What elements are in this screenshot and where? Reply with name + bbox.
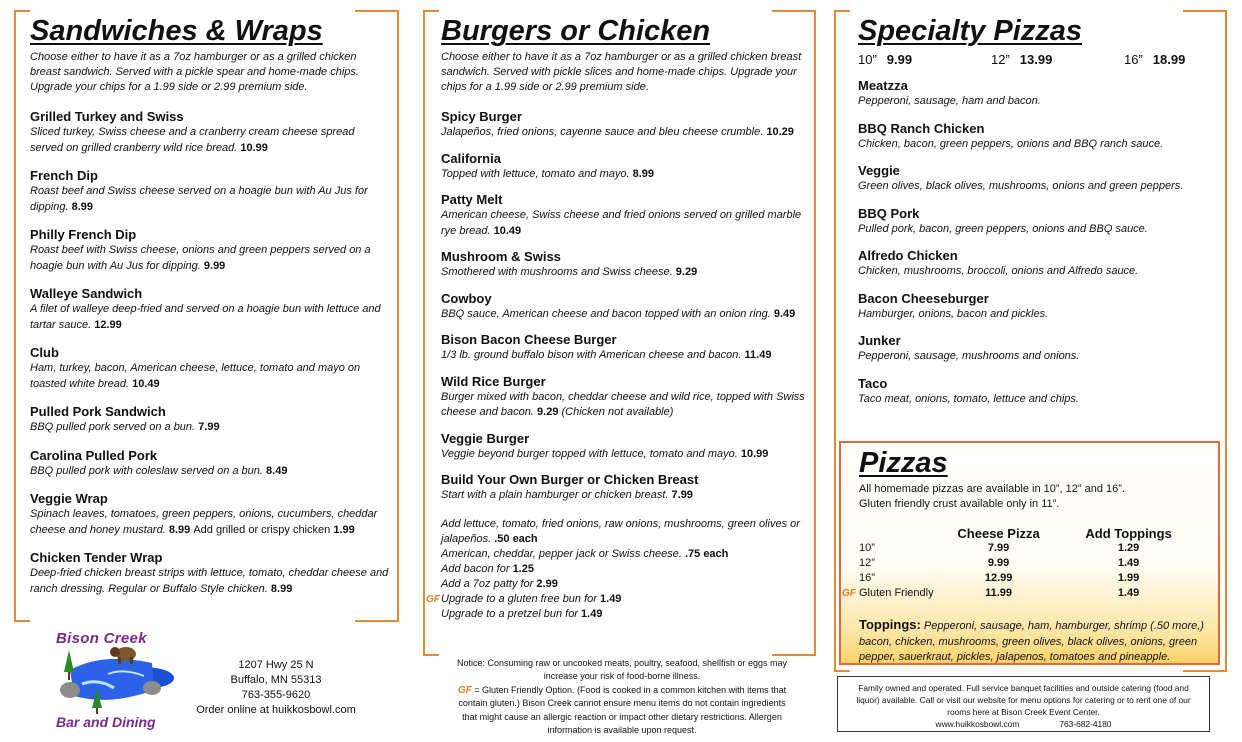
item-description: [858, 94, 1208, 110]
notice-gf-text: = Gluten Friendly Option. (Food is cooked in a common kitchen with items that contain gluten.) Bison Creek cannot ensure menu items do not contain ingredients that might cause an allergic reaction or impact other dietary restrictions. Allergen information is available upon request.: [458, 684, 787, 736]
item-description: [858, 137, 1208, 153]
item-description: [30, 302, 390, 333]
item-desc-text: Green olives, black olives, mushrooms, onions and green peppers.: [858, 180, 1184, 192]
addon-text: Upgrade to a pretzel bun for: [441, 607, 578, 620]
section-intro: Choose either to have it as a 7oz hamburger or as a grilled chicken breast sandwich. Served with pickle slices and home-made chips. Upgrade your chips for a 1.99 side or 2.99 premium side.: [441, 51, 802, 93]
item-desc-text: Roast beef with Swiss cheese, onions and green peppers served on a hoagie bun with Au Jus for dipping.: [30, 244, 371, 272]
item-description: [30, 566, 390, 597]
item-description: [441, 348, 806, 364]
bison-creek-logo: [52, 630, 177, 734]
size-price: [1124, 52, 1185, 68]
pizzas-gf-note: Gluten friendly crust available only in 11”.: [859, 498, 1060, 510]
notice-raw-food: Notice: Consuming raw or uncooked meats, poultry, seafood, shellfish or eggs may increase your risk of food-borne illness.: [457, 658, 787, 682]
size-price-value: 9.99: [886, 52, 913, 67]
item-name: Grilled Turkey and Swiss: [30, 109, 184, 124]
menu-item: [441, 472, 806, 504]
menu-item: [30, 550, 390, 597]
menu-item: [30, 491, 390, 538]
restaurant-address: [193, 658, 359, 718]
pizza-size: 12”: [859, 557, 875, 569]
size-price-value: 13.99: [1019, 52, 1053, 67]
item-extra: Add grilled or crispy chicken: [193, 523, 331, 536]
addons-list: [426, 517, 806, 622]
item-price: 10.99: [740, 447, 769, 460]
cheese-pizza-header: Cheese Pizza: [957, 526, 1040, 541]
item-name: Taco: [858, 375, 888, 391]
menu-item: [30, 345, 390, 392]
catering-text: Family owned and operated. Full service banquet facilities and outside catering (food and liquor) available. Call or visit our website for menu options for catering or to rent one of our rooms here at Bison Creek Event Center.: [856, 683, 1191, 717]
item-price: 8.49: [266, 464, 288, 477]
item-name: Veggie: [858, 163, 900, 178]
item-name: Cowboy: [441, 290, 492, 306]
menu-item: [858, 121, 1208, 153]
burgers-chicken-section: [426, 15, 806, 622]
addon-text: American, cheddar, pepper jack or Swiss cheese.: [441, 547, 682, 560]
addon-price: .75 each: [684, 547, 729, 560]
item-desc-text: Roast beef and Swiss cheese served on a hoagie bun with Au Jus for dipping.: [30, 185, 368, 213]
pizza-size-cell: [859, 556, 934, 571]
item-desc-text: BBQ pulled pork with coleslaw served on a bun.: [30, 464, 263, 477]
item-price: 11.49: [744, 349, 772, 361]
address-city: Buffalo, MN 55313: [230, 674, 322, 686]
menu-item: [858, 78, 1208, 110]
item-description: [441, 265, 806, 281]
addon-text: Add a 7oz patty for: [441, 577, 534, 590]
addon-text: Add lettuce, tomato, fried onions, raw onions, mushrooms, green olives or jalapeños.: [441, 517, 800, 545]
addon-price: 1.49: [600, 592, 622, 605]
menu-item: [441, 151, 806, 183]
item-description: [441, 447, 806, 463]
addon-line: [441, 577, 806, 592]
item-desc-text: Chicken, mushrooms, broccoli, onions and Alfredo sauce.: [858, 265, 1139, 277]
pizzas-size-note: All homemade pizzas are available in 10”, 12” and 16”.: [859, 483, 1125, 495]
item-desc-text: A filet of walleye deep-fried and served on a hoagie bun with lettuce and tartar sauce.: [30, 303, 381, 331]
item-desc-text: Pulled pork, bacon, green peppers, onions and BBQ sauce.: [858, 222, 1148, 235]
topping-price: 1.49: [1117, 557, 1140, 569]
item-extra-price: 1.99: [333, 523, 355, 536]
item-price: 9.29: [675, 266, 698, 278]
addon-line: [441, 517, 806, 547]
item-desc-text: BBQ pulled pork served on a bun.: [30, 421, 196, 433]
toppings-label: Toppings:: [859, 617, 921, 632]
item-name: Patty Melt: [441, 192, 503, 207]
menu-item: [441, 109, 806, 141]
item-name: BBQ Ranch Chicken: [858, 120, 985, 136]
size-price-value: 18.99: [1152, 52, 1186, 67]
item-name: BBQ Pork: [858, 205, 920, 221]
item-description: [441, 488, 806, 504]
item-description: [30, 125, 390, 156]
size-label: 10”: [858, 52, 877, 67]
item-name: Pulled Pork Sandwich: [30, 404, 166, 419]
menu-item: [858, 376, 1208, 408]
item-name: Meatzza: [858, 78, 908, 93]
event-phone: 763-682-4180: [1059, 719, 1112, 729]
topping-price: 1.99: [1117, 572, 1140, 584]
item-desc-text: Veggie beyond burger topped with lettuce, tomato and mayo.: [441, 447, 738, 460]
item-extra: (Chicken not available): [561, 406, 674, 418]
item-price: 10.29: [766, 126, 794, 138]
cheese-price: 7.99: [987, 542, 1010, 554]
item-name: Walleye Sandwich: [30, 286, 143, 301]
pizzas-box: [839, 441, 1220, 665]
section-intro: Choose either to have it as a 7oz hamburger or as a grilled chicken breast sandwich. Served with a pickle spear and home-made chips. Upgrade your chips for a 1.99 side or 2.99 premium side.: [30, 51, 359, 93]
item-desc-text: Start with a plain hamburger or chicken breast.: [441, 489, 669, 501]
item-name: French Dip: [30, 168, 98, 183]
menu-item: [441, 291, 806, 323]
logo-subtitle: Bar and Dining: [56, 714, 156, 730]
item-desc-text: Taco meat, onions, tomato, lettuce and chips.: [858, 392, 1079, 405]
item-description: [858, 222, 1208, 238]
item-name: Carolina Pulled Pork: [30, 447, 158, 463]
item-price: 9.49: [773, 307, 796, 320]
item-name: California: [441, 150, 501, 166]
addon-line: [441, 607, 806, 622]
item-price: 10.99: [240, 141, 268, 154]
item-description: [30, 420, 390, 436]
item-desc-text: Deep-fried chicken breast strips with lettuce, tomato, cheddar cheese and ranch dressing. Regular or Buffalo Style chicken.: [30, 567, 389, 595]
item-desc-text: Burger mixed with bacon, cheddar cheese and wild rice, topped with Swiss cheese and bacon.: [441, 390, 805, 418]
menu-item: [30, 227, 390, 274]
sandwiches-wraps-section: [30, 16, 390, 597]
pizza-price-row: [859, 571, 1194, 586]
logo-name: Bison Creek: [56, 630, 147, 647]
add-toppings-header: Add Toppings: [1085, 526, 1172, 541]
item-price: 9.29: [537, 406, 559, 418]
item-description: [441, 208, 806, 239]
section-title: Burgers or Chicken: [441, 15, 711, 47]
col2-frame-left: [423, 10, 439, 656]
menu-item: [858, 291, 1208, 323]
address-phone: 763-355-9620: [241, 689, 311, 701]
item-desc-text: Smothered with mushrooms and Swiss cheese.: [441, 266, 673, 278]
item-desc-text: Hamburger, onions, bacon and pickles.: [858, 307, 1049, 320]
website-link[interactable]: www.huikkosbowl.com: [935, 719, 1020, 729]
item-name: Mushroom & Swiss: [441, 249, 561, 264]
item-name: Veggie Burger: [441, 430, 530, 446]
addon-text: Upgrade to a gluten free bun for: [441, 592, 597, 605]
size-label: 16”: [1124, 52, 1143, 67]
item-description: [30, 243, 390, 274]
item-price: 8.99: [270, 582, 293, 595]
menu-item: [441, 332, 806, 364]
menu-item: [858, 206, 1208, 238]
cheese-price: 12.99: [984, 572, 1013, 584]
section-title: Sandwiches & Wraps: [30, 15, 323, 47]
menu-items-list: [858, 78, 1208, 407]
item-desc-text: Topped with lettuce, tomato and mayo.: [441, 167, 630, 180]
menu-item: [858, 248, 1208, 280]
item-price: 9.99: [203, 259, 226, 272]
item-description: [858, 392, 1208, 408]
toppings-text: Pepperoni, sausage, ham, hamburger, shrimp (.50 more,) bacon, chicken, mushrooms, green olives, black olives, onions, green pepper, sauerkraut, pickles, jalapenos, tomatoes and pineapple.: [859, 620, 1204, 663]
item-desc-text: American cheese, Swiss cheese and fried onions served on grilled marble rye bread.: [441, 209, 802, 237]
topping-price: 1.49: [1117, 587, 1140, 599]
menu-items-list: [441, 109, 806, 504]
menu-item: [30, 168, 390, 215]
cheese-price: 11.99: [985, 587, 1013, 599]
item-description: [30, 464, 390, 480]
pizza-size-cell: [859, 541, 934, 556]
item-description: [441, 390, 806, 421]
pizza-size-cell: [842, 586, 934, 601]
item-description: [441, 307, 806, 323]
addon-price: 1.25: [512, 562, 534, 575]
item-description: [30, 361, 390, 392]
menu-item: [441, 374, 806, 421]
item-description: [858, 307, 1208, 323]
menu-item: [30, 286, 390, 333]
size-price: [858, 52, 991, 68]
menu-item: [30, 109, 390, 156]
item-desc-text: Chicken, bacon, green peppers, onions and BBQ ranch sauce.: [858, 137, 1164, 150]
pizza-size-cell: [859, 571, 934, 586]
item-name: Bacon Cheeseburger: [858, 290, 989, 306]
item-description: [858, 349, 1208, 365]
menu-item: [858, 333, 1208, 365]
gf-icon: GF: [457, 684, 472, 696]
addon-price: 1.49: [581, 607, 603, 620]
item-desc-text: Pepperoni, sausage, ham and bacon.: [858, 95, 1041, 107]
topping-price: 1.29: [1117, 542, 1140, 554]
item-price: 7.99: [198, 421, 220, 433]
item-name: Bison Bacon Cheese Burger: [441, 332, 617, 347]
pizza-size: 10”: [859, 542, 875, 554]
item-price: 10.49: [493, 224, 522, 237]
addon-price: 2.99: [536, 577, 558, 590]
addon-line: [426, 592, 806, 607]
item-price: 8.99: [632, 167, 655, 180]
pizza-size: 16”: [859, 572, 875, 584]
item-description: [30, 184, 390, 215]
pizza-size-prices: [858, 52, 1208, 68]
item-price: 10.49: [132, 377, 160, 390]
address-street: 1207 Hwy 25 N: [238, 659, 314, 671]
pizza-price-row: [859, 586, 1194, 601]
item-price: 7.99: [671, 489, 693, 501]
item-desc-text: 1/3 lb. ground buffalo bison with American cheese and bacon.: [441, 349, 742, 361]
item-name: Alfredo Chicken: [858, 248, 958, 263]
size-label: 12”: [991, 52, 1010, 67]
item-name: Veggie Wrap: [30, 491, 108, 506]
addon-line: [441, 562, 806, 577]
item-name: Chicken Tender Wrap: [30, 550, 163, 565]
item-description: [858, 264, 1208, 280]
order-online-link[interactable]: Order online at huikkosbowl.com: [196, 704, 356, 716]
menu-item: [858, 163, 1208, 195]
addon-price: .50 each: [494, 532, 538, 545]
catering-info-box: [837, 676, 1210, 732]
item-name: Club: [30, 345, 59, 360]
item-name: Build Your Own Burger or Chicken Breast: [441, 472, 699, 487]
specialty-pizzas-section: [858, 16, 1208, 407]
menu-items-list: [30, 109, 390, 597]
gf-icon: GF: [842, 588, 856, 599]
gf-icon: GF: [426, 593, 440, 605]
pizza-size: Gluten Friendly: [859, 587, 934, 599]
item-price: 8.99: [71, 200, 94, 213]
item-name: Philly French Dip: [30, 227, 137, 242]
item-desc-text: Sliced turkey, Swiss cheese and a cranberry cream cheese spread served on grilled cranberry wild rice bread.: [30, 126, 355, 154]
item-name: Wild Rice Burger: [441, 373, 546, 389]
item-name: Spicy Burger: [441, 109, 522, 124]
item-price: 12.99: [94, 318, 122, 331]
item-description: [30, 507, 390, 538]
addon-text: Add bacon for: [441, 562, 510, 575]
section-title: Specialty Pizzas: [858, 15, 1083, 47]
item-name: Junker: [858, 333, 901, 348]
size-price: [991, 52, 1124, 68]
cheese-price: 9.99: [987, 557, 1010, 569]
menu-item: [441, 192, 806, 239]
toppings-list: [859, 617, 1209, 666]
addon-line: [441, 547, 806, 562]
item-desc-text: BBQ sauce, American cheese and bacon topped with an onion ring.: [441, 307, 771, 320]
item-description: [441, 125, 806, 141]
item-desc-text: Jalapeños, fried onions, cayenne sauce and bleu cheese crumble.: [441, 126, 764, 138]
pizza-price-table: [842, 526, 1194, 601]
allergen-notice: [452, 657, 792, 737]
pizza-price-row: [859, 541, 1194, 556]
pizza-price-row: [859, 556, 1194, 571]
item-desc-text: Ham, turkey, bacon, American cheese, lettuce, tomato and mayo on toasted white bread.: [30, 362, 361, 390]
item-desc-text: Spinach leaves, tomatoes, green peppers, onions, cucumbers, cheddar cheese and honey mustard.: [30, 508, 378, 536]
menu-item: [30, 448, 390, 480]
pizzas-title: Pizzas: [859, 447, 948, 479]
menu-item: [441, 249, 806, 281]
menu-item: [441, 431, 806, 463]
menu-item: [30, 404, 390, 436]
item-description: [858, 179, 1208, 195]
item-price: 8.99: [168, 523, 191, 536]
item-description: [441, 167, 806, 183]
item-desc-text: Pepperoni, sausage, mushrooms and onions.: [858, 350, 1080, 362]
col1-frame-top-left: [14, 10, 30, 622]
